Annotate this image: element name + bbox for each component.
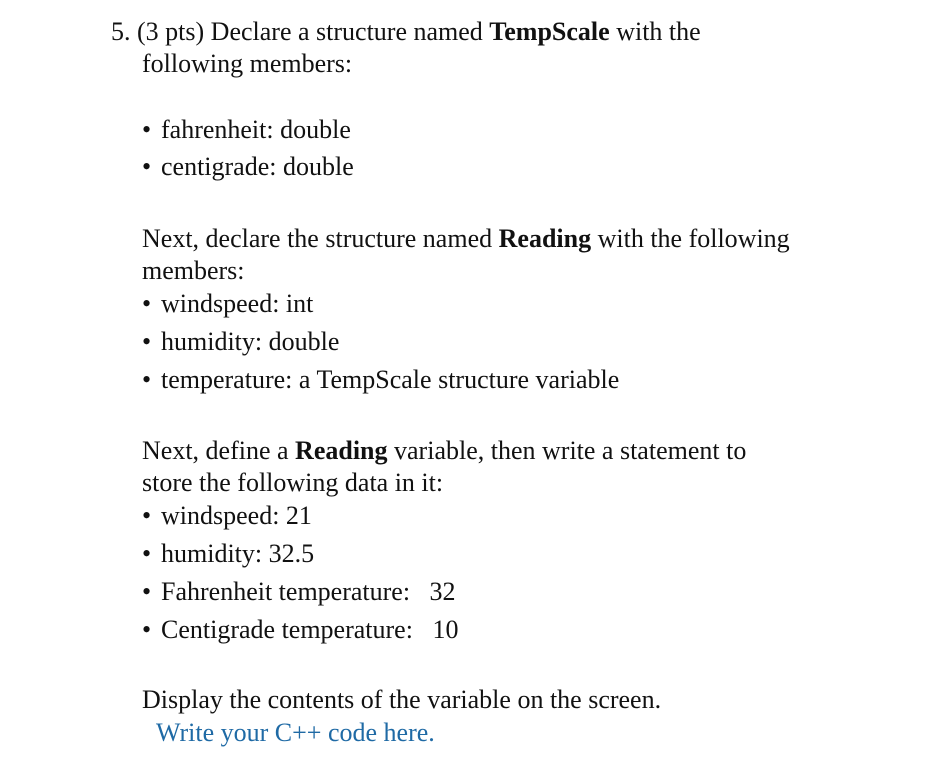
- question-intro-line2: following members:: [142, 49, 353, 78]
- question-number: 5.: [111, 17, 131, 46]
- data-item: [142, 538, 314, 570]
- struct1-name: TempScale: [489, 17, 610, 46]
- data-item: [142, 614, 458, 646]
- struct2-member: [142, 364, 619, 396]
- member-text: centigrade: double: [161, 152, 354, 181]
- bullet-icon: •: [142, 152, 152, 181]
- data-item: [142, 576, 456, 608]
- para2-line2: members:: [142, 256, 245, 285]
- var-type: Reading: [295, 436, 388, 465]
- para3-line2: store the following data in it:: [142, 468, 444, 497]
- data-item: [142, 500, 312, 532]
- para3-text-post: variable, then write a statement to: [394, 436, 747, 465]
- data-text: windspeed: 21: [161, 501, 312, 530]
- bullet-icon: •: [142, 289, 152, 318]
- para3-line1: [142, 435, 746, 467]
- bullet-icon: •: [142, 577, 152, 606]
- struct1-member: [142, 114, 351, 146]
- bullet-icon: •: [142, 327, 152, 356]
- bullet-icon: •: [142, 115, 152, 144]
- member-text: windspeed: int: [161, 289, 314, 318]
- para2-line1: [142, 223, 790, 255]
- bullet-icon: •: [142, 365, 152, 394]
- data-text: Fahrenheit temperature: 32: [161, 577, 456, 606]
- bullet-icon: •: [142, 615, 152, 644]
- para2-text-post: with the following: [597, 224, 790, 253]
- member-text: temperature: a TempScale structure variable: [161, 365, 620, 394]
- question-points: (3 pts): [137, 17, 205, 46]
- intro-text-post: with the: [616, 17, 701, 46]
- para3-text: Next, define a: [142, 436, 289, 465]
- struct2-member: [142, 288, 313, 320]
- member-text: humidity: double: [161, 327, 340, 356]
- intro-text: Declare a structure named: [210, 17, 483, 46]
- data-text: Centigrade temperature: 10: [161, 615, 459, 644]
- bullet-icon: •: [142, 501, 152, 530]
- bullet-icon: •: [142, 539, 152, 568]
- member-text: fahrenheit: double: [161, 115, 351, 144]
- answer-placeholder[interactable]: Write your C++ code here.: [156, 718, 435, 747]
- para2-text: Next, declare the structure named: [142, 224, 493, 253]
- data-text: humidity: 32.5: [161, 539, 315, 568]
- closing-instruction: Display the contents of the variable on the screen.: [142, 685, 662, 714]
- struct2-name: Reading: [498, 224, 592, 253]
- struct2-member: [142, 326, 339, 358]
- struct1-member: [142, 151, 354, 183]
- question-intro-line1: [111, 16, 701, 48]
